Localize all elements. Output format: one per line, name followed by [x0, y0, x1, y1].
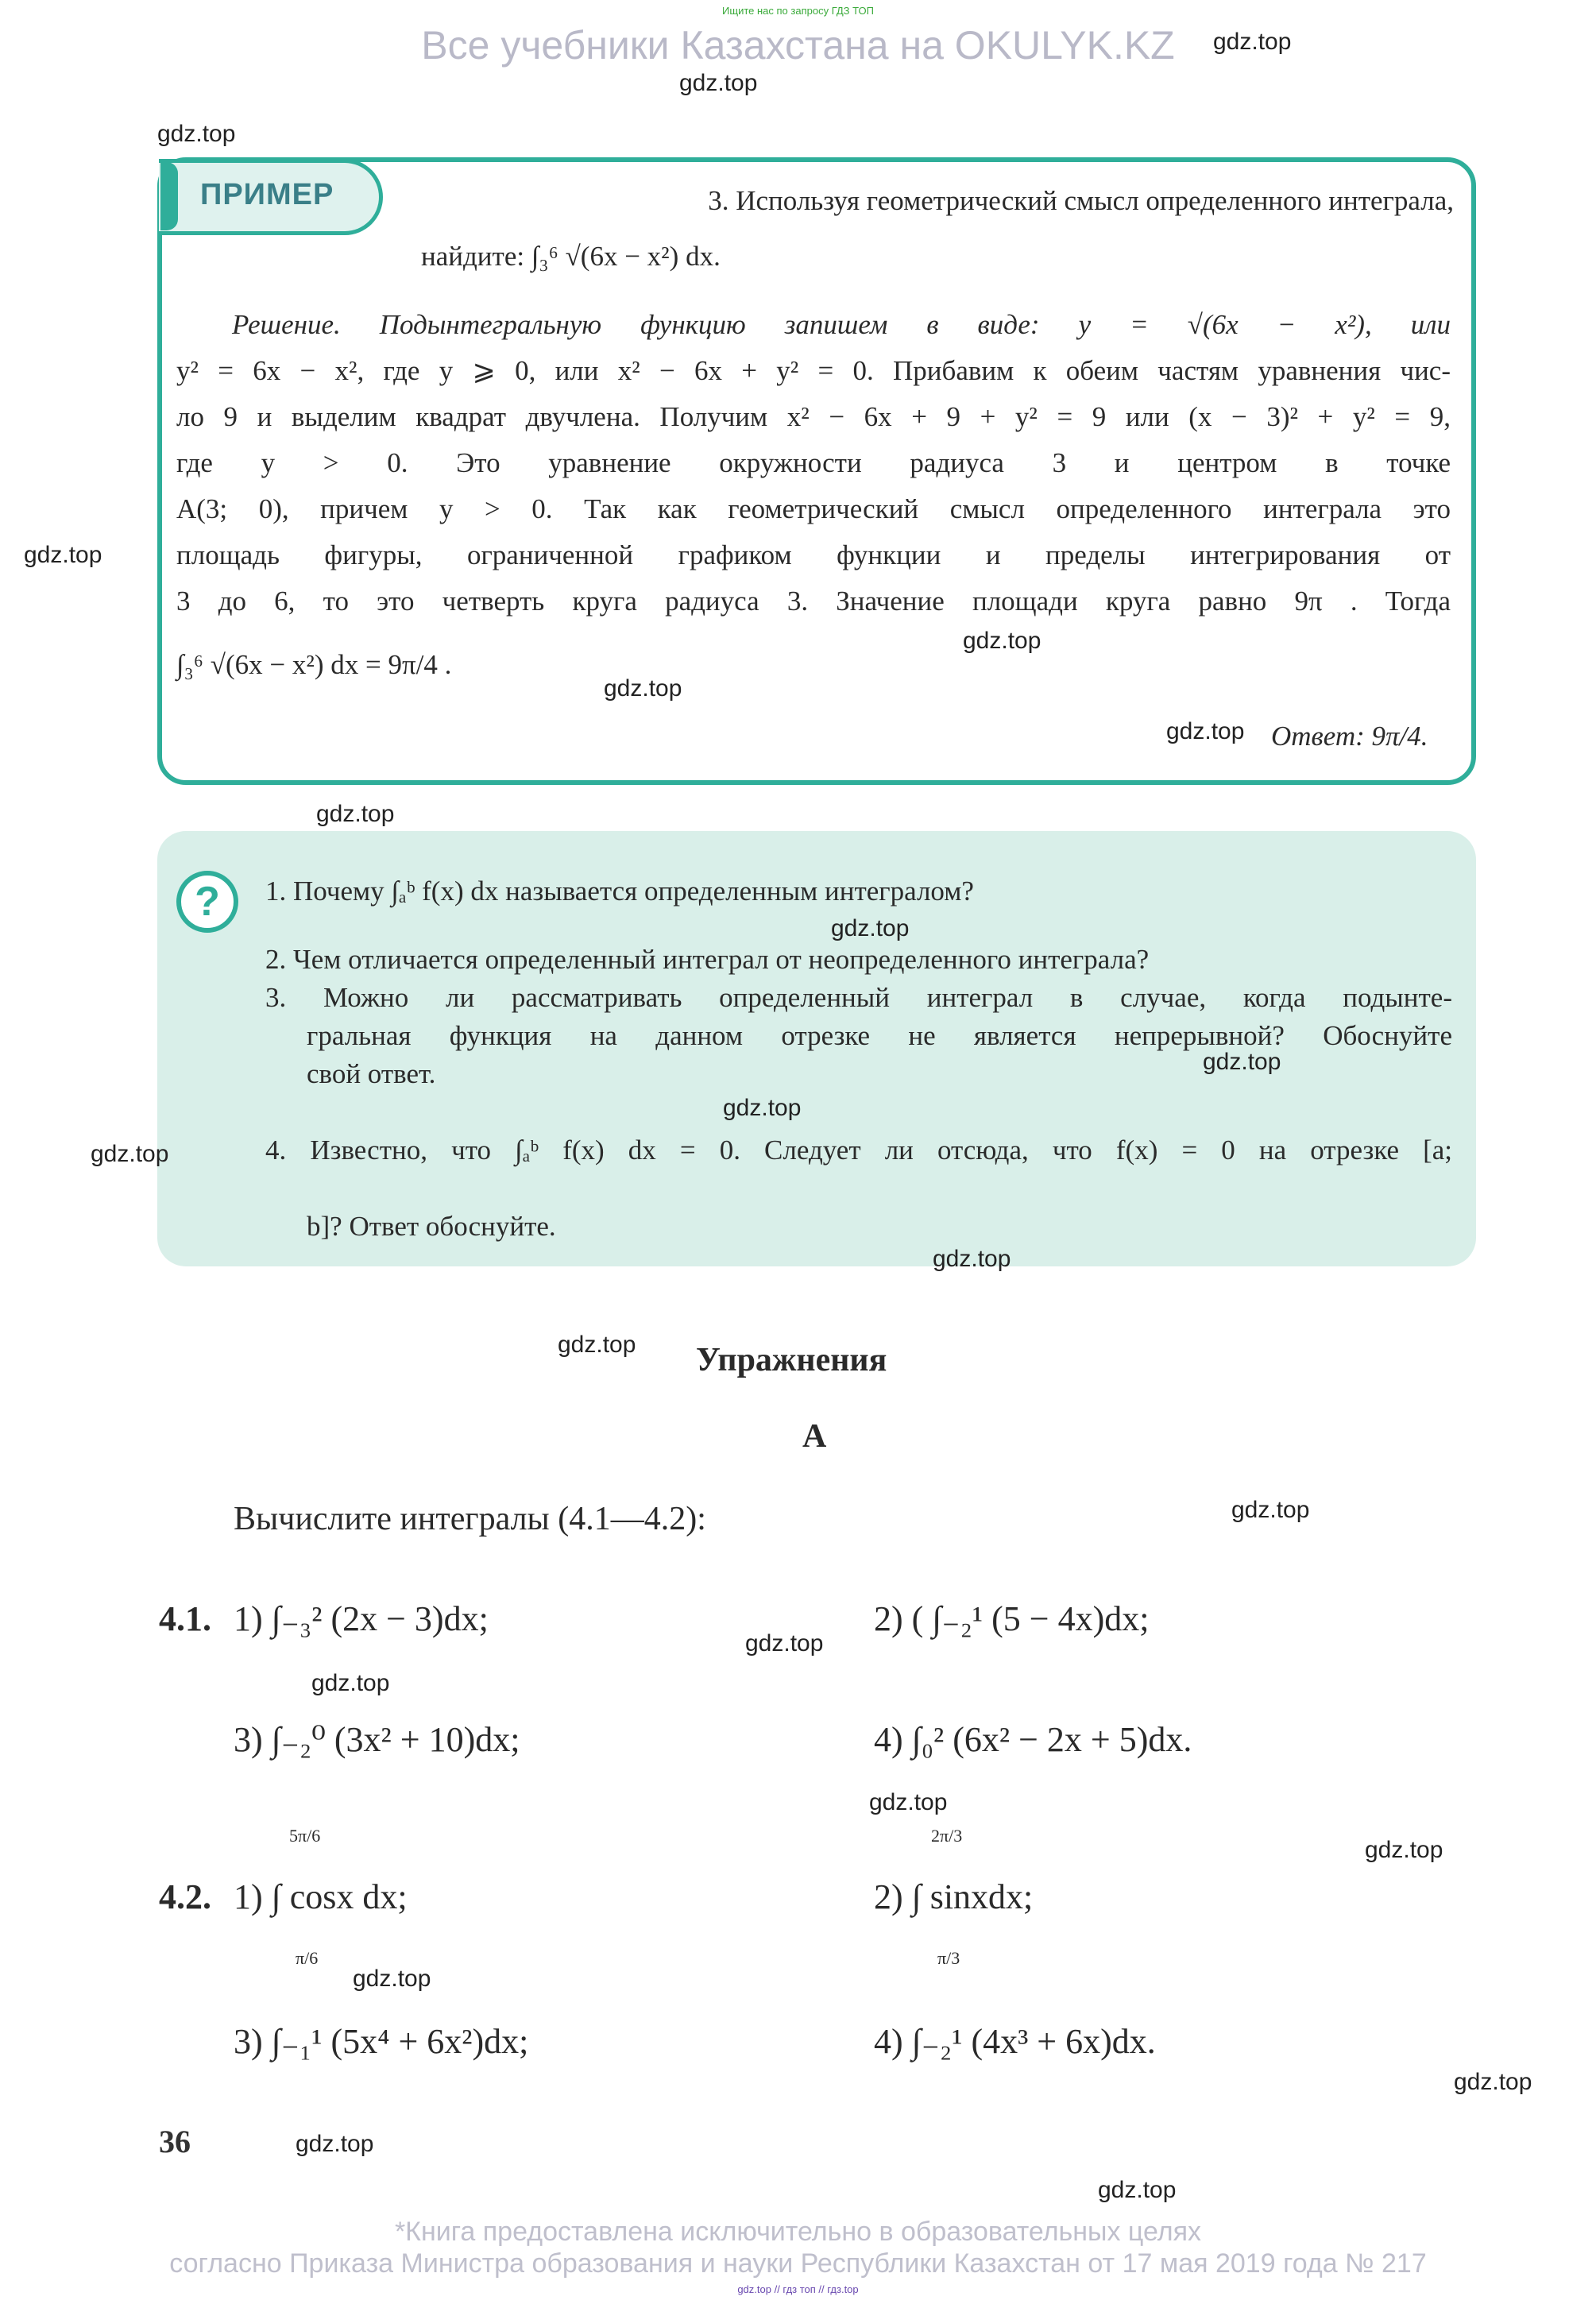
exercises-title: Упражнения [696, 1342, 887, 1378]
question-item: b]? Ответ обоснуйте. [307, 1211, 556, 1242]
exercise-item: 1) ∫₋₃² (2x − 3)dx; [234, 1599, 489, 1638]
watermark: gdz.top [831, 915, 910, 941]
exercises-level: А [802, 1418, 827, 1455]
footer-line: согласно Приказа Министра образования и науки Республики Казахстан от 17 мая 2019 года № 217 [169, 2248, 1427, 2279]
exercise-item: 4) ∫₀² (6x² − 2x + 5)dx. [874, 1720, 1192, 1759]
site-banner[interactable]: Все учебники Казахстана на OKULYK.KZ [421, 23, 1175, 68]
exercises-instruction: Вычислите интегралы (4.1—4.2): [234, 1501, 706, 1537]
watermark: gdz.top [933, 1246, 1011, 1272]
exercise-item: 2) ∫ sinxdx; [874, 1877, 1034, 1916]
watermark: gdz.top [311, 1670, 390, 1696]
solution-line: 3 до 6, то это четверть круга радиуса 3. Значение площади круга равно 9π . Тогда [176, 586, 1451, 617]
watermark: gdz.top [679, 70, 758, 96]
watermark: gdz.top [353, 1966, 431, 1992]
watermark: gdz.top [157, 121, 236, 147]
exercise-item: 3) ∫₋₁¹ (5x⁴ + 6x²)dx; [234, 2022, 529, 2061]
watermark: gdz.top [91, 1141, 169, 1167]
question-item: 3. Можно ли рассматривать определенный интеграл в случае, когда подынте- [265, 982, 1452, 1013]
question-item: свой ответ. [307, 1058, 436, 1089]
watermark: gdz.top [723, 1095, 802, 1121]
exercise-item: 4) ∫₋₂¹ (4x³ + 6x)dx. [874, 2022, 1156, 2061]
top-search-hint: Ищите нас по запросу ГДЗ ТОП [722, 5, 874, 17]
solution-line: ло 9 и выделим квадрат двучлена. Получим x² − 6x + 9 + y² = 9 или (x − 3)² + y² = 9, [176, 401, 1451, 432]
integral-upper-limit: 5π/6 [289, 1826, 321, 1846]
watermark: gdz.top [1454, 2069, 1532, 2095]
watermark: gdz.top [1203, 1049, 1281, 1075]
watermark: gdz.top [1166, 718, 1245, 744]
exercise-item: 3) ∫₋₂⁰ (3x² + 10)dx; [234, 1720, 520, 1759]
watermark: gdz.top [1231, 1497, 1310, 1523]
exercise-item: 1) ∫ cosx dx; [234, 1877, 408, 1916]
solution-line: площадь фигуры, ограниченной графиком функции и пределы интегрирования от [176, 539, 1451, 570]
solution-result: ∫₃⁶ √(6x − x²) dx = 9π/4 . [176, 649, 452, 680]
example-task-line: найдите: ∫₃⁶ √(6x − x²) dx. [421, 241, 721, 272]
question-item: 1. Почему ∫ₐᵇ f(x) dx называется определенным интегралом? [265, 876, 974, 907]
solution-line: y² = 6x − x², где y ⩾ 0, или x² − 6x + y² = 0. Прибавим к обеим частям уравнения чис- [176, 355, 1451, 386]
watermark: gdz.top [869, 1789, 948, 1815]
exercise-number: 4.2. [159, 1877, 211, 1916]
question-item: 4. Известно, что ∫ₐᵇ f(x) dx = 0. Следует ли отсюда, что f(x) = 0 на отрезке [a; [265, 1135, 1452, 1166]
integral-upper-limit: 2π/3 [931, 1826, 963, 1846]
watermark: gdz.top [558, 1332, 636, 1358]
solution-line: A(3; 0), причем y > 0. Так как геометрический смысл определенного интеграла это [176, 493, 1451, 524]
watermark: gdz.top [1365, 1837, 1443, 1863]
watermark: gdz.top [745, 1630, 824, 1656]
watermark: gdz.top [963, 628, 1041, 654]
question-item: 2. Чем отличается определенный интеграл от неопределенного интеграла? [265, 944, 1150, 975]
example-tag-label: ПРИМЕР [200, 178, 334, 211]
integral-lower-limit: π/3 [937, 1948, 960, 1968]
watermark: gdz.top [1213, 29, 1292, 55]
watermark: gdz.top [1098, 2177, 1177, 2203]
watermark: gdz.top [604, 675, 682, 702]
footer-line: *Книга предоставлена исключительно в образовательных целях [394, 2217, 1202, 2247]
solution-line: где y > 0. Это уравнение окружности радиуса 3 и центром в точке [176, 447, 1451, 478]
example-task-line: 3. Используя геометрический смысл определенного интеграла, [708, 185, 1454, 216]
bottom-links[interactable]: gdz.top // гдз топ // гдз.top [737, 2283, 859, 2295]
integral-lower-limit: π/6 [296, 1948, 319, 1968]
watermark: gdz.top [296, 2131, 374, 2157]
watermark: gdz.top [316, 801, 395, 827]
page-number: 36 [159, 2124, 191, 2159]
solution-line: Решение. Подынтегральную функцию запишем в виде: y = √(6x − x²), или [232, 309, 1451, 340]
watermark: gdz.top [24, 542, 102, 568]
exercise-item: 2) ( ∫₋₂¹ (5 − 4x)dx; [874, 1599, 1150, 1638]
question-mark-icon: ? [176, 871, 238, 933]
example-tag-bar [160, 162, 178, 230]
question-item: гральная функция на данном отрезке не является непрерывной? Обоснуйте [307, 1020, 1452, 1051]
exercise-number: 4.1. [159, 1599, 211, 1638]
example-answer: Ответ: 9π/4. [1271, 721, 1428, 752]
